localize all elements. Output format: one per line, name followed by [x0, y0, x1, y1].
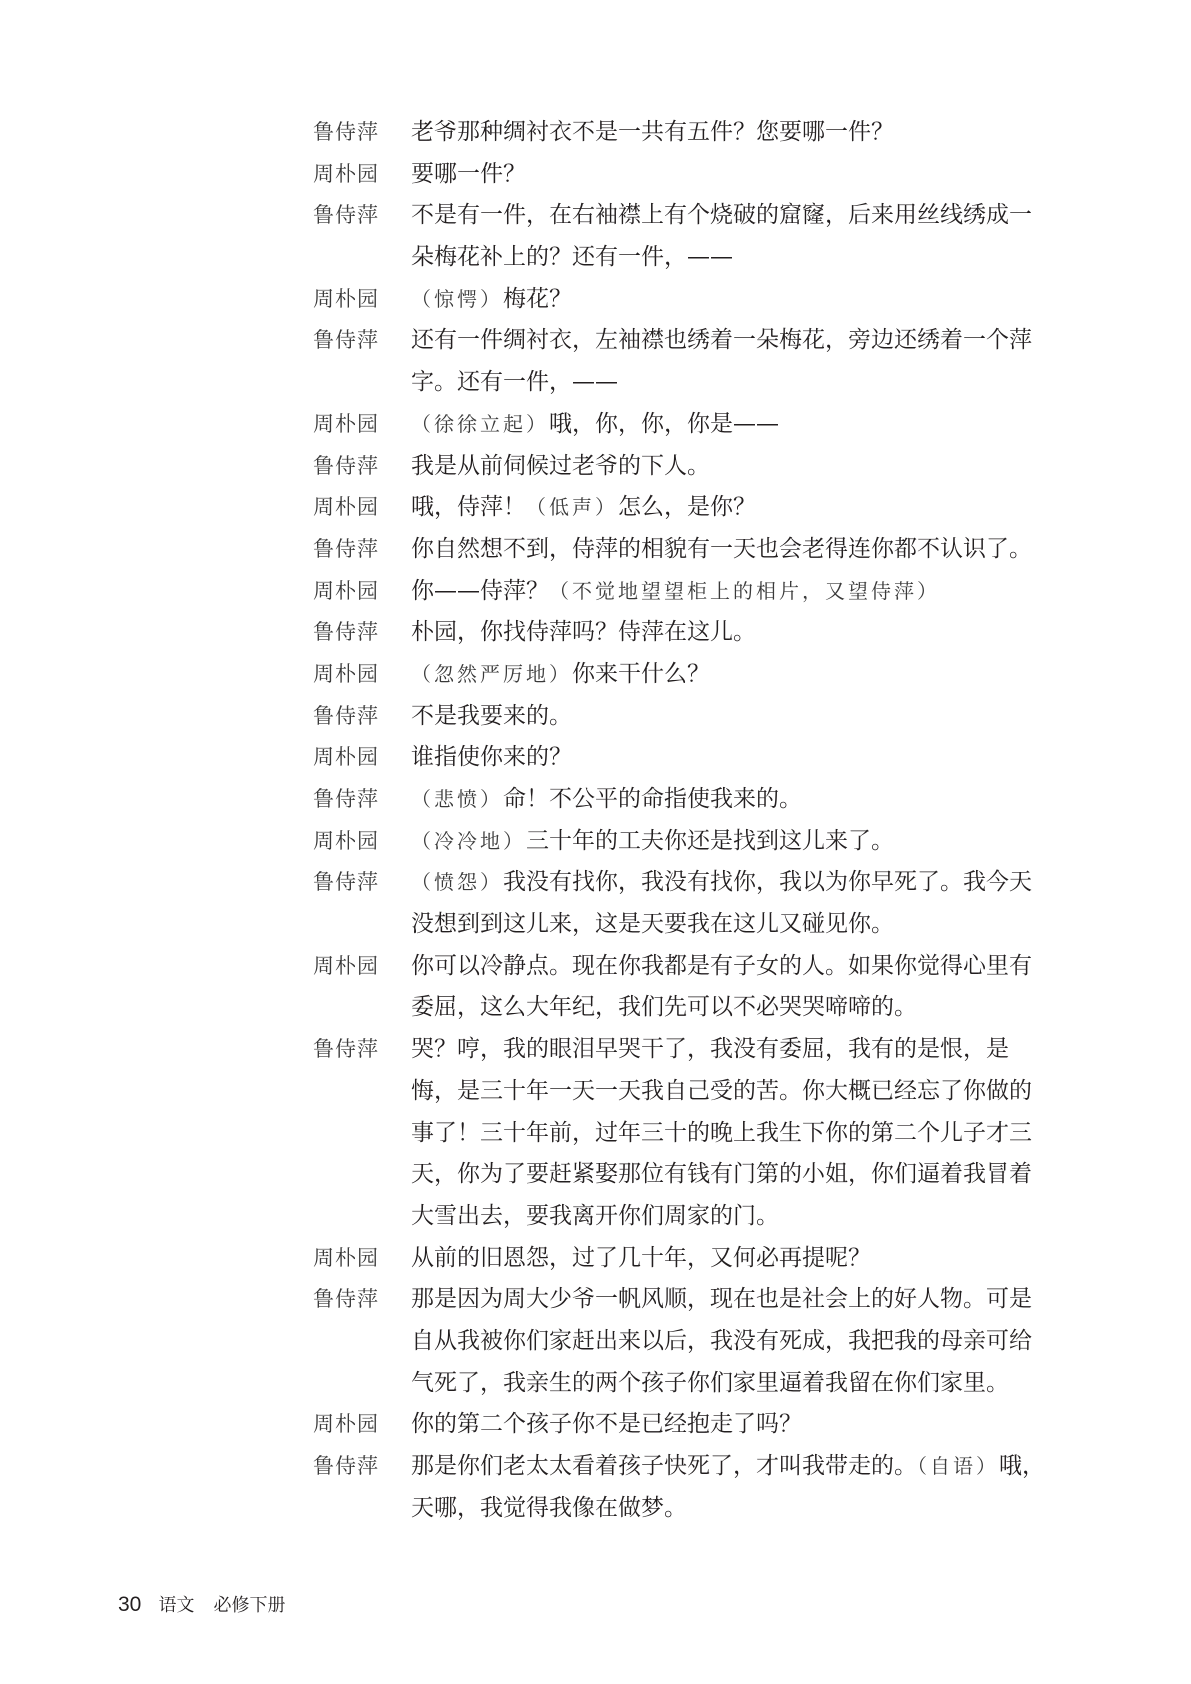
dialogue-line	[0, 1196, 1191, 1238]
dialogue-line	[0, 654, 1191, 696]
stage-direction: （惊愕）	[411, 286, 503, 311]
dialogue-text	[411, 737, 1063, 779]
speech-text: 委屈，这么大年纪，我们先可以不必哭哭啼啼的。	[411, 994, 917, 1021]
dialogue-line	[0, 404, 1191, 446]
speaker-name: 周朴园	[313, 495, 379, 520]
dialogue-line	[0, 1279, 1191, 1321]
dialogue-line	[0, 112, 1191, 154]
speaker-name: 鲁侍萍	[313, 787, 379, 811]
dialogue-text	[411, 946, 1063, 988]
stage-direction: （低声）	[526, 495, 618, 520]
dialogue-text	[411, 237, 1063, 279]
stage-direction: （愤怨）	[411, 870, 503, 895]
speech-text: 还有一件绸衬衣，左袖襟也绣着一朵梅花，旁边还绣着一个萍	[411, 327, 1032, 354]
dialogue-line	[0, 571, 1191, 613]
dialogue-line	[0, 1029, 1191, 1071]
speech-text: 哦，侍萍！	[411, 494, 526, 521]
speaker-name: 鲁侍萍	[313, 328, 379, 353]
dialogue-text	[411, 529, 1063, 571]
dialogue-line	[0, 195, 1191, 237]
dialogue-text	[411, 1446, 1063, 1488]
speech-text: 你自然想不到，侍萍的相貌有一天也会老得连你都不认识了。	[411, 535, 1032, 562]
speech-text: 要哪一件？	[411, 160, 526, 187]
dialogue-text	[411, 862, 1063, 904]
speaker-name: 周朴园	[313, 745, 379, 770]
speech-text: 不是我要来的。	[411, 702, 572, 729]
speech-text: 大雪出去，要我离开你们周家的门。	[411, 1202, 779, 1229]
speaker-name: 周朴园	[313, 828, 379, 853]
stage-direction: （徐徐立起）	[411, 411, 549, 436]
dialogue-line	[0, 1321, 1191, 1363]
speech-text: 怎么，是你？	[618, 494, 756, 521]
dialogue-text	[411, 1113, 1063, 1155]
dialogue-text	[411, 571, 1063, 613]
script-dialogue	[0, 112, 1191, 1529]
dialogue-text	[411, 112, 1063, 154]
speech-text: 你来干什么？	[572, 660, 710, 687]
dialogue-text	[411, 320, 1063, 362]
speech-text: 我是从前伺候过老爷的下人。	[411, 452, 710, 479]
speech-text: 自从我被你们家赶出来以后，我没有死成，我把我的母亲可给	[411, 1327, 1032, 1354]
dialogue-text	[411, 446, 1063, 488]
speech-text: 你的第二个孩子你不是已经抱走了吗？	[411, 1411, 802, 1438]
speech-text: 那是因为周大少爷一帆风顺，现在也是社会上的好人物。可是	[411, 1286, 1032, 1313]
speaker-name: 鲁侍萍	[313, 120, 379, 144]
speech-text: 朵梅花补上的？还有一件，——	[411, 244, 733, 271]
speech-text: 你可以冷静点。现在你我都是有子女的人。如果你觉得心里有	[411, 952, 1032, 979]
dialogue-text	[411, 1071, 1063, 1113]
dialogue-line	[0, 946, 1191, 988]
dialogue-text	[411, 1404, 1063, 1446]
dialogue-text	[411, 1488, 1063, 1530]
speech-text: 三十年的工夫你还是找到这儿来了。	[526, 827, 894, 854]
speech-text: 那是你们老太太看着孩子快死了，才叫我带走的。	[411, 1453, 917, 1479]
dialogue-line	[0, 1363, 1191, 1405]
dialogue-line	[0, 1238, 1191, 1280]
speaker-name: 周朴园	[313, 1245, 379, 1270]
dialogue-text	[411, 696, 1063, 738]
dialogue-line	[0, 737, 1191, 779]
stage-direction: （自语）	[917, 1454, 999, 1478]
speech-text: 你——侍萍？	[411, 577, 549, 604]
dialogue-text	[411, 1279, 1063, 1321]
book-volume: 必修下册	[213, 1595, 286, 1616]
dialogue-line	[0, 237, 1191, 279]
dialogue-line	[0, 1488, 1191, 1530]
speech-text: 朴园，你找侍萍吗？侍萍在这儿。	[411, 619, 756, 646]
speaker-name: 鲁侍萍	[313, 536, 379, 561]
dialogue-text	[411, 1196, 1063, 1238]
stage-direction: （忽然严厉地）	[411, 661, 572, 686]
page-number: 30	[118, 1593, 142, 1616]
dialogue-line	[0, 779, 1191, 821]
speech-text: 没想到到这儿来，这是天要我在这儿又碰见你。	[411, 911, 894, 938]
dialogue-text	[411, 779, 1063, 821]
speaker-name: 鲁侍萍	[313, 703, 379, 728]
dialogue-line	[0, 1404, 1191, 1446]
speech-text: 哦，你，你，你是——	[549, 410, 779, 437]
speech-text: 字。还有一件，——	[411, 369, 618, 396]
stage-direction: （冷冷地）	[411, 828, 526, 853]
speech-text: 老爷那种绸衬衣不是一共有五件？您要哪一件？	[411, 119, 894, 145]
speaker-name: 鲁侍萍	[313, 203, 379, 228]
speaker-name: 周朴园	[313, 578, 379, 603]
dialogue-line	[0, 1071, 1191, 1113]
speech-text: 天哪，我觉得我像在做梦。	[411, 1494, 687, 1521]
dialogue-line	[0, 904, 1191, 946]
stage-direction: （不觉地望望柜上的相片，又望侍萍）	[549, 578, 940, 603]
page-footer	[118, 1590, 286, 1620]
stage-direction: （悲愤）	[411, 787, 503, 811]
dialogue-text	[411, 195, 1063, 237]
dialogue-line	[0, 362, 1191, 404]
dialogue-line	[0, 487, 1191, 529]
speech-text: 梅花？	[503, 285, 572, 312]
dialogue-text	[411, 1029, 1063, 1071]
dialogue-text	[411, 154, 1063, 196]
dialogue-line	[0, 1446, 1191, 1488]
dialogue-text	[411, 612, 1063, 654]
speech-text: 不是有一件，在右袖襟上有个烧破的窟窿，后来用丝线绣成一	[411, 202, 1032, 229]
dialogue-text	[411, 1238, 1063, 1280]
dialogue-line	[0, 279, 1191, 321]
dialogue-text	[411, 987, 1063, 1029]
speaker-name: 鲁侍萍	[313, 870, 379, 895]
dialogue-line	[0, 696, 1191, 738]
speech-text: 悔，是三十年一天一天我自己受的苦。你大概已经忘了你做的	[411, 1077, 1032, 1104]
dialogue-text	[411, 654, 1063, 696]
dialogue-line	[0, 862, 1191, 904]
dialogue-text	[411, 904, 1063, 946]
speaker-name: 周朴园	[313, 953, 379, 978]
speech-text: 从前的旧恩怨，过了几十年，又何必再提呢？	[411, 1244, 871, 1271]
dialogue-text	[411, 1154, 1063, 1196]
speaker-name: 周朴园	[313, 661, 379, 686]
dialogue-line	[0, 154, 1191, 196]
dialogue-line	[0, 320, 1191, 362]
speaker-name: 周朴园	[313, 1412, 379, 1437]
dialogue-text	[411, 362, 1063, 404]
dialogue-line	[0, 1113, 1191, 1155]
dialogue-text	[411, 487, 1063, 529]
book-subject: 语文	[158, 1595, 195, 1616]
speech-text: 谁指使你来的？	[411, 744, 572, 771]
speech-text: 命！不公平的命指使我来的。	[503, 786, 802, 812]
speech-text: 事了！三十年前，过年三十的晚上我生下你的第二个儿子才三	[411, 1119, 1032, 1146]
dialogue-line	[0, 612, 1191, 654]
speaker-name: 周朴园	[313, 411, 379, 436]
dialogue-line	[0, 529, 1191, 571]
speaker-name: 鲁侍萍	[313, 620, 379, 645]
dialogue-text	[411, 1321, 1063, 1363]
speaker-name: 周朴园	[313, 161, 379, 186]
speaker-name: 鲁侍萍	[313, 1287, 379, 1312]
speech-text: 我没有找你，我没有找你，我以为你早死了。我今天	[503, 869, 1032, 896]
dialogue-text	[411, 1363, 1063, 1405]
dialogue-text	[411, 279, 1063, 321]
dialogue-line	[0, 987, 1191, 1029]
speech-text: 哭？哼，我的眼泪早哭干了，我没有委屈，我有的是恨，是	[411, 1036, 1009, 1063]
dialogue-line	[0, 821, 1191, 863]
speaker-name: 鲁侍萍	[313, 453, 379, 478]
speaker-name: 周朴园	[313, 286, 379, 311]
dialogue-line	[0, 1154, 1191, 1196]
dialogue-text	[411, 404, 1063, 446]
speech-text: 气死了，我亲生的两个孩子你们家里逼着我留在你们家里。	[411, 1369, 1009, 1396]
speech-text: 天，你为了要赶紧娶那位有钱有门第的小姐，你们逼着我冒着	[411, 1161, 1032, 1188]
speaker-name: 鲁侍萍	[313, 1037, 379, 1062]
dialogue-line	[0, 446, 1191, 488]
speaker-name: 鲁侍萍	[313, 1454, 379, 1478]
speech-text: 哦，	[999, 1453, 1045, 1479]
dialogue-text	[411, 821, 1063, 863]
